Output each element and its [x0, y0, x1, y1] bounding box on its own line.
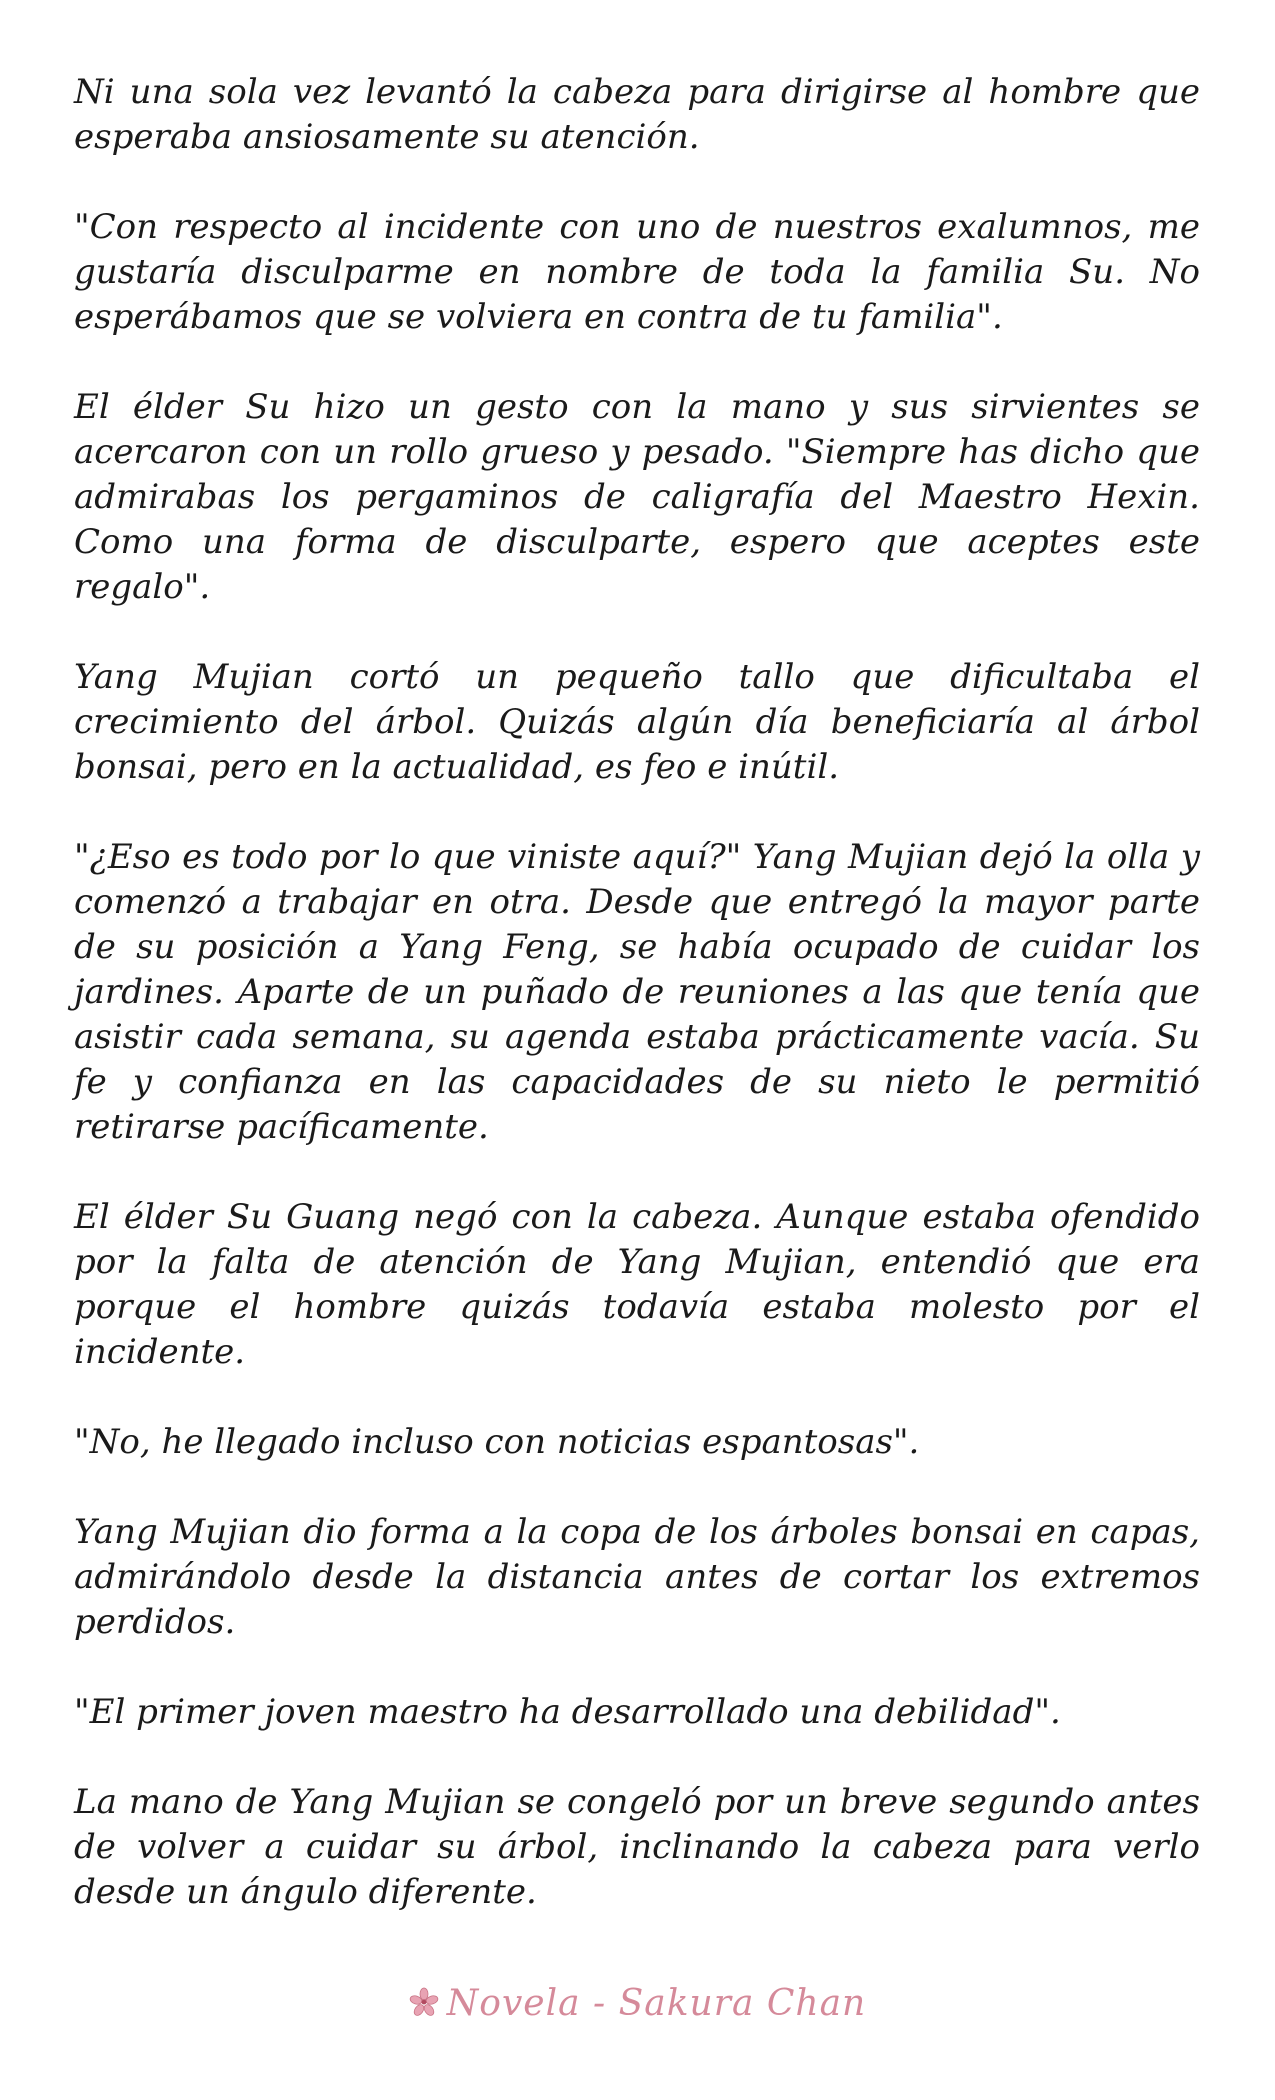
document-body [74, 70, 1200, 1960]
sakura-flower-icon [409, 1985, 439, 2015]
paragraph: "No, he llegado incluso con noticias espantosas". [74, 1422, 920, 1462]
watermark [0, 1983, 1275, 2024]
paragraph: "¿Eso es todo por lo que viniste aquí?" Yang Mujian dejó la olla y comenzó a trabajar en otra. Desde que entregó la mayor parte de su posición a Yang Feng, se había ocupado de cuidar los jardines. Aparte de un puñado de reuniones a las que tenía que asistir cada semana, su agenda estaba prácticamente vacía. Su fe y confianza en las capacidades de su nieto le permitió retirarse pacíficamente. [74, 837, 1200, 1147]
paragraph: El élder Su Guang negó con la cabeza. Aunque estaba ofendido por la falta de atención de Yang Mujian, entendió que era porque el hombre quizás todavía estaba molesto por el incidente. [74, 1197, 1200, 1372]
paragraph: "El primer joven maestro ha desarrollado una debilidad". [74, 1692, 1061, 1732]
paragraph: Yang Mujian cortó un pequeño tallo que dificultaba el crecimiento del árbol. Quizás algún día beneficiaría al árbol bonsai, pero en la actualidad, es feo e inútil. [74, 657, 1200, 787]
paragraph: "Con respecto al incidente con uno de nuestros exalumnos, me gustaría disculparme en nombre de toda la familia Su. No esperábamos que se volviera en contra de tu familia". [74, 207, 1200, 337]
watermark-text: Novela - Sakura Chan [446, 1983, 867, 2024]
paragraph: El élder Su hizo un gesto con la mano y sus sirvientes se acercaron con un rollo grueso y pesado. "Siempre has dicho que admirabas los pergaminos de caligrafía del Maestro Hexin. Como una forma de disculparte, espero que aceptes este regalo". [74, 387, 1200, 607]
paragraph: Yang Mujian dio forma a la copa de los árboles bonsai en capas, admirándolo desde la distancia antes de cortar los extremos perdidos. [74, 1512, 1200, 1642]
paragraph: La mano de Yang Mujian se congeló por un breve segundo antes de volver a cuidar su árbol, inclinando la cabeza para verlo desde un ángulo diferente. [74, 1782, 1200, 1912]
paragraph: Ni una sola vez levantó la cabeza para dirigirse al hombre que esperaba ansiosamente su atención. [74, 72, 1200, 157]
